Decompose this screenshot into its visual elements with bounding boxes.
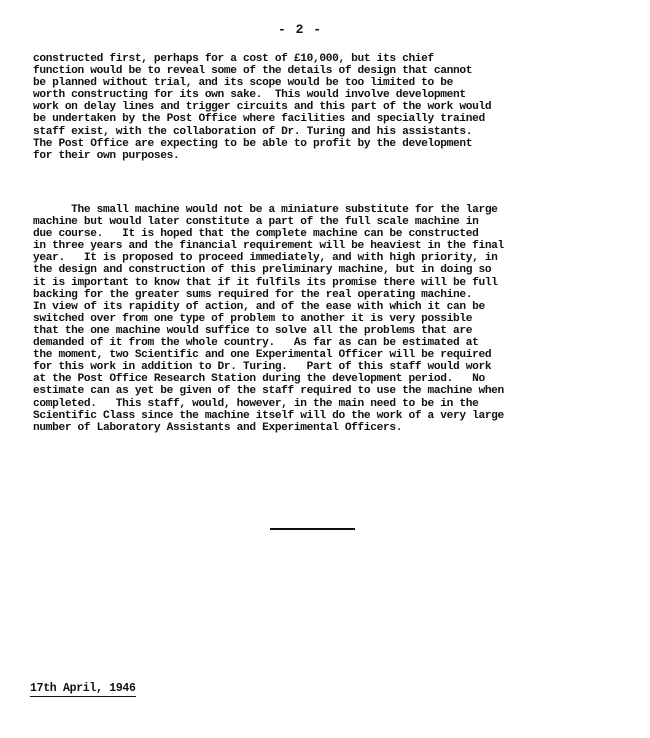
text-line: in three years and the financial requirement will be heaviest in the final <box>33 240 504 253</box>
text-line: constructed first, perhaps for a cost of £10,000, but its chief <box>33 53 434 65</box>
text-line: demanded of it from the whole country. As far as can be estimated at <box>33 337 479 350</box>
text-line: the moment, two Scientific and one Experimental Officer will be required <box>33 349 492 362</box>
document-date: 17th April, 1946 <box>30 682 136 695</box>
text-line: work on delay lines and trigger circuits and this part of the work would <box>33 101 492 114</box>
text-line: be planned without trial, and its scope would be too limited to be <box>33 77 453 90</box>
page-number: - 2 - <box>277 22 322 37</box>
text-line: machine but would later constitute a part of the full scale machine in <box>33 216 479 229</box>
section-divider <box>270 528 355 530</box>
text-line: the design and construction of this preliminary machine, but in doing so <box>33 264 492 277</box>
text-line: In view of its rapidity of action, and of the ease with which it can be <box>33 300 485 313</box>
text-line: that the one machine would suffice to solve all the problems that are <box>33 324 473 337</box>
text-line: year. It is proposed to proceed immediately, and with high priority, in <box>33 252 498 265</box>
text-line: for their own purposes. <box>33 149 180 162</box>
paragraph-1 <box>33 53 613 162</box>
text-line: backing for the greater sums required for the real operating machine. <box>33 288 473 301</box>
text-line: Scientific Class since the machine itself will do the work of a very large <box>33 409 504 422</box>
text-line: The small machine would not be a miniature substitute for the large <box>33 204 498 216</box>
text-line: at the Post Office Research Station during the development period. No <box>33 373 485 386</box>
text-line: function would be to reveal some of the details of design that cannot <box>33 65 473 78</box>
text-line: for this work in addition to Dr. Turing. Part of this staff would work <box>33 361 492 374</box>
paragraph-2 <box>33 204 613 434</box>
text-line: estimate can as yet be given of the staff required to use the machine when <box>33 385 504 398</box>
text-line: The Post Office are expecting to be able to profit by the development <box>33 137 473 150</box>
text-line: be undertaken by the Post Office where facilities and specially trained <box>33 113 485 126</box>
text-line: completed. This staff, would, however, in the main need to be in the <box>33 397 479 410</box>
text-line: it is important to know that if it fulfils its promise there will be full <box>33 276 498 289</box>
text-line: staff exist, with the collaboration of Dr. Turing and his assistants. <box>33 125 473 138</box>
text-line: switched over from one type of problem to another it is very possible <box>33 312 473 325</box>
text-line: due course. It is hoped that the complete machine can be constructed <box>33 228 479 241</box>
text-line: worth constructing for its own sake. This would involve development <box>33 89 466 102</box>
text-line: number of Laboratory Assistants and Experimental Officers. <box>33 421 403 434</box>
